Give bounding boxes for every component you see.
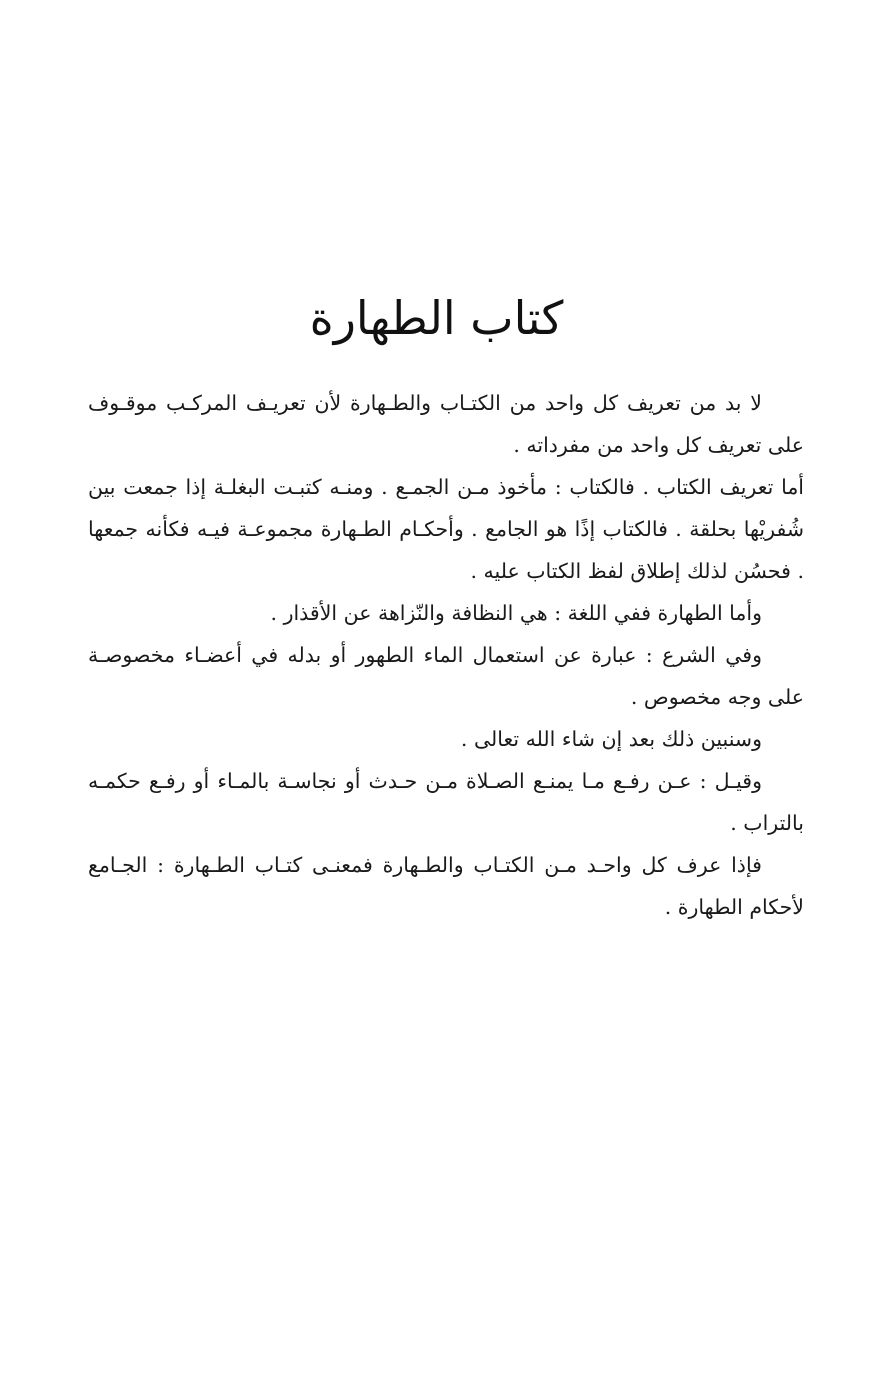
chapter-title: كتاب الطهارة bbox=[309, 291, 564, 345]
paragraph-4: وفي الشرع : عبارة عن استعمال الماء الطهور أو بدله في أعضـاء مخصوصـة على وجه مخصوص . bbox=[88, 643, 804, 709]
paragraph-5: وسنبين ذلك بعد إن شاء الله تعالى . bbox=[460, 727, 762, 751]
paragraph-3: وأما الطهارة ففي اللغة : هي النظافة والنّزاهة عن الأقذار . bbox=[270, 601, 762, 625]
paragraph-2: أما تعريف الكتاب . فالكتاب : مأخوذ مـن الجمـع . ومنـه كتبـت البغلـة إذا جمعت بين شُفريْها بحلقة . فالكتاب إذًا هو الجامع . وأحكـام الطـهارة مجموعـة فيـه فكأنه جمعها . فحسُن لذلك إطلاق لفظ الكتاب عليه . bbox=[88, 475, 804, 583]
paragraph-6: وقيـل : عـن رفـع مـا يمنـع الصـلاة مـن حـدث أو نجاسـة بالمـاء أو رفـع حكمـه بالتراب . bbox=[88, 769, 804, 835]
paragraph-1: لا بد من تعريف كل واحد من الكتـاب والطـهارة لأن تعريـف المركـب موقـوف على تعريف كل واحد من مفرداته . bbox=[88, 391, 804, 457]
paragraph-7: فإذا عرف كل واحـد مـن الكتـاب والطـهارة فمعنـى كتـاب الطـهارة : الجـامع لأحكام الطهارة . bbox=[88, 853, 804, 919]
chapter-body bbox=[88, 382, 804, 928]
